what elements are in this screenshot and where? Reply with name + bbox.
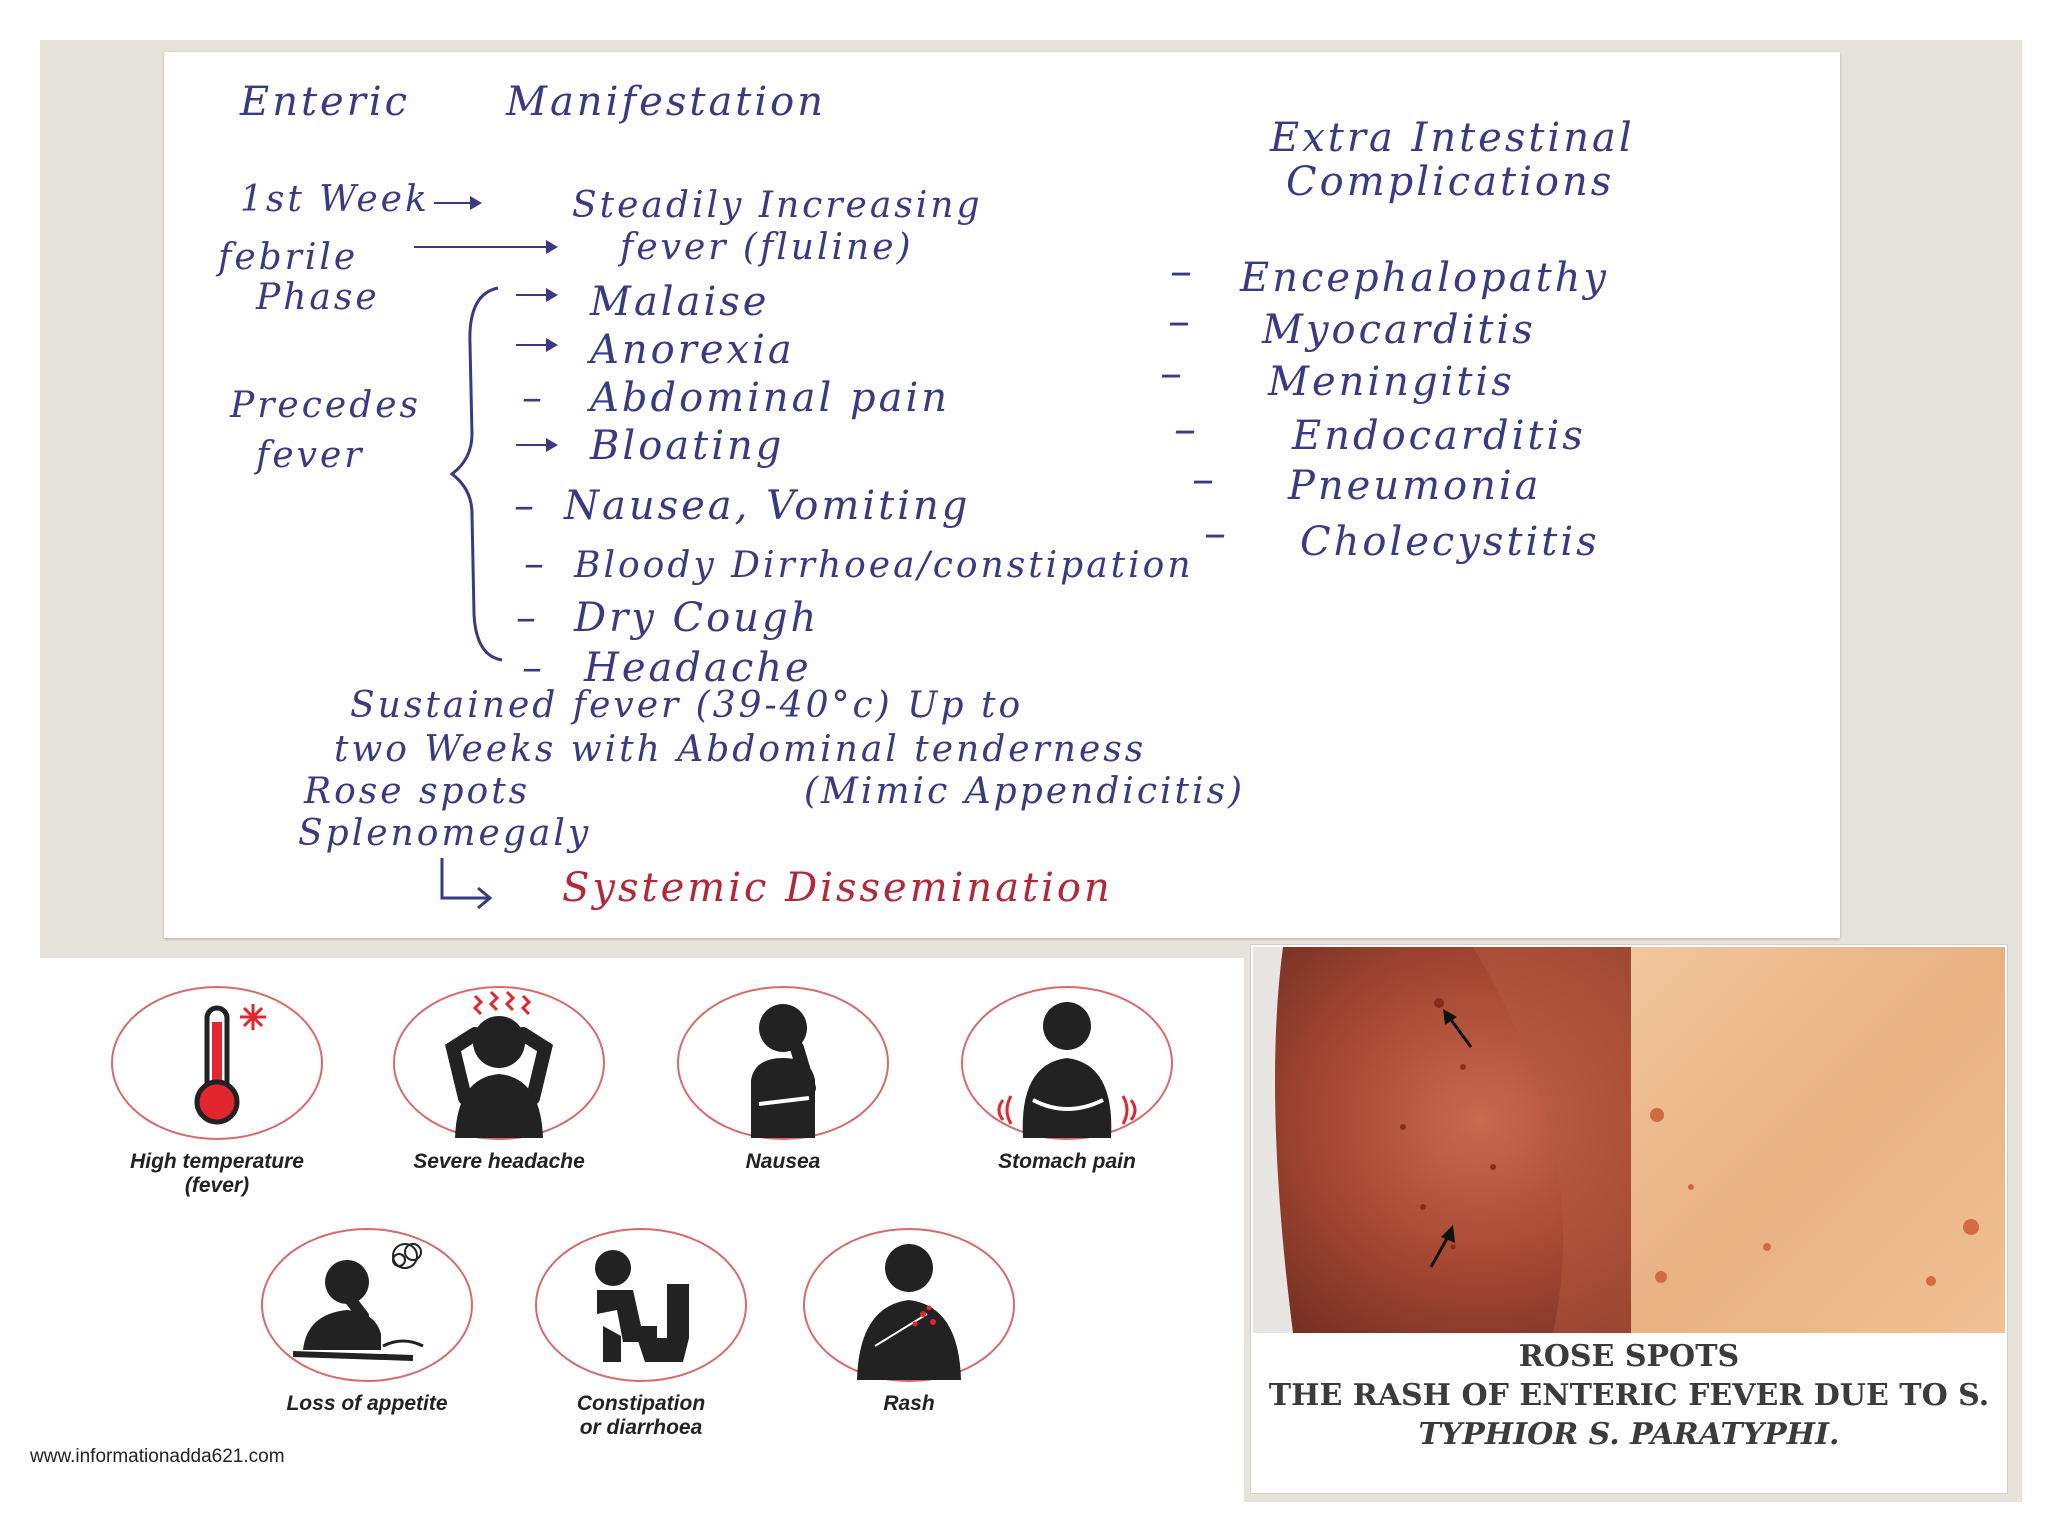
thermometer-icon <box>111 986 323 1140</box>
complication-meningitis: Meningitis <box>1268 359 1515 405</box>
rose-spots-line3: TYPHIOR S. PARATYPHI. <box>1418 1417 1840 1452</box>
symptom-malaise: Malaise <box>590 279 770 325</box>
symptom-label: Nausea <box>745 1150 821 1173</box>
dash-icon: – <box>522 375 545 421</box>
loss-of-appetite-icon <box>261 1228 473 1382</box>
dash-icon: – <box>1192 454 1217 505</box>
complication-pneumonia: Pneumonia <box>1288 463 1542 509</box>
brace-icon <box>448 284 508 664</box>
rash-icon <box>803 1228 1015 1382</box>
febrile-label: febrile <box>218 237 359 278</box>
stomach-pain-icon <box>961 986 1173 1140</box>
dash-icon: – <box>1174 404 1199 455</box>
symptom-card-loss-of-appetite <box>252 1228 482 1416</box>
extra-intestinal-heading: Extra Intestinal <box>1270 115 1635 161</box>
arrow-icon <box>434 202 480 204</box>
rose-spots-note: Rose spots <box>304 771 531 812</box>
symptom-label: or diarrhoea <box>579 1416 703 1440</box>
symptom-label: Stomach pain <box>998 1150 1136 1173</box>
headache-icon <box>393 986 605 1140</box>
symptom-headache: Headache <box>584 645 812 691</box>
rose-spots-photo-closeup <box>1631 947 2005 1333</box>
symptom-label: (fever) <box>184 1174 250 1198</box>
rose-spots-heading: ROSE SPOTS <box>1518 1339 1740 1374</box>
dash-icon: – <box>524 541 547 587</box>
rose-spots-panel <box>1250 944 2008 1494</box>
source-url: www.informationadda621.com <box>30 1446 285 1467</box>
sustained-fever-line1: Sustained fever (39-40°c) Up to <box>350 685 1024 726</box>
dash-icon: – <box>522 645 545 691</box>
complication-encephalopathy: Encephalopathy <box>1240 255 1610 301</box>
symptom-card-stomach-pain <box>952 986 1182 1174</box>
precedes-fever-label: fever <box>256 435 365 476</box>
nausea-icon <box>677 986 889 1140</box>
symptom-bloating: Bloating <box>590 423 785 469</box>
dash-icon: – <box>516 595 539 641</box>
dash-icon: – <box>1204 508 1229 559</box>
symptom-label: Rash <box>883 1392 935 1415</box>
rose-spots-line2: THE RASH OF ENTERIC FEVER DUE TO S. <box>1268 1378 1990 1413</box>
symptom-card-rash <box>794 1228 1024 1416</box>
title-manifestation: Manifestation <box>506 79 826 125</box>
rose-spots-caption <box>1251 1337 2007 1454</box>
symptom-label: Loss of appetite <box>286 1392 448 1415</box>
symptom-card-severe-headache <box>384 986 614 1174</box>
dash-icon: – <box>514 483 537 529</box>
symptom-nausea-vomiting: Nausea, Vomiting <box>564 483 971 529</box>
symptom-label: Constipation <box>576 1392 706 1415</box>
fever-fluline: fever (fluline) <box>620 227 914 268</box>
symptom-abdominal-pain: Abdominal pain <box>590 375 951 421</box>
symptom-label: High temperature <box>130 1150 304 1173</box>
dash-icon: – <box>1168 296 1193 347</box>
arrow-icon <box>516 344 556 346</box>
symptom-bloody-diarrhoea: Bloody Dirrhoea/constipation <box>574 545 1194 586</box>
symptom-label: Severe headache <box>413 1150 585 1173</box>
complication-cholecystitis: Cholecystitis <box>1300 519 1600 565</box>
phase-label: Phase <box>256 277 380 318</box>
steadily-increasing: Steadily Increasing <box>572 185 983 226</box>
arrow-icon <box>516 444 556 446</box>
arrow-icon <box>414 246 556 248</box>
symptom-anorexia: Anorexia <box>590 327 795 373</box>
dash-icon: – <box>1160 348 1185 399</box>
handwritten-notes <box>164 52 1840 938</box>
toilet-icon <box>535 1228 747 1382</box>
systemic-dissemination: Systemic Dissemination <box>562 865 1113 911</box>
symptom-card-constipation <box>526 1228 756 1440</box>
splenomegaly-note: Splenomegaly <box>298 813 592 854</box>
title-enteric: Enteric <box>240 79 411 125</box>
week1-label: 1st Week <box>240 179 430 220</box>
hooked-arrow-icon <box>436 854 496 910</box>
complication-myocarditis: Myocarditis <box>1262 307 1536 353</box>
sustained-fever-line2: two Weeks with Abdominal tenderness <box>334 729 1147 770</box>
precedes-label: Precedes <box>230 385 422 426</box>
symptom-card-high-temperature <box>102 986 332 1198</box>
symptom-card-nausea <box>668 986 898 1174</box>
mimic-appendicitis: (Mimic Appendicitis) <box>804 771 1245 812</box>
complication-endocarditis: Endocarditis <box>1292 413 1586 459</box>
complications-heading: Complications <box>1286 159 1615 205</box>
arrow-icon <box>516 294 556 296</box>
symptom-dry-cough: Dry Cough <box>574 595 820 641</box>
dash-icon: – <box>1170 246 1195 297</box>
rose-spots-photo-arm <box>1253 947 1631 1333</box>
